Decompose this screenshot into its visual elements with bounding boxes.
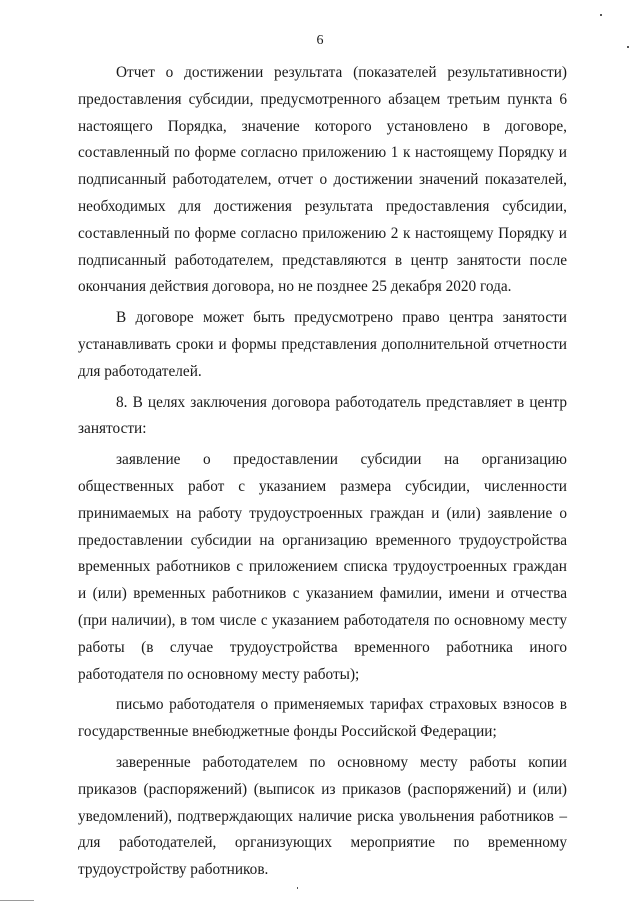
paragraph-certified-copies: заверенные работодателем по основному месту работы копии приказов (распоряжений) (выписок из приказов (распоряжений) и (или) уведомлений), подтверждающих наличие риска увольнения работников – для работодателей, организующих мероприятие по временному трудоустройству работников. — [78, 753, 567, 879]
paragraph-additional-reporting: В договоре может быть предусмотрено право центра занятости устанавливать сроки и формы представления дополнительной отчетности для работодателей. — [78, 309, 567, 380]
scan-dot-bottom — [297, 887, 298, 889]
paragraph-report: Отчет о достижении результата (показателей результативности) предоставления субсидии, предусмотренного абзацем третьим пункта 6 настоящего Порядка, значение которого установлено в договоре, составленный по форме согласно приложению 1 к настоящему Порядку и подписанный работодателем, отчет о достижении значений показателей, необходимых для достижения результата предоставления субсидии, составленный по форме согласно приложению 2 к настоящему Порядку и подписанный работодателем, представляются в центр занятости после окончания действия договора, но не позднее 25 декабря 2020 года. — [78, 64, 567, 296]
document-body — [78, 60, 567, 884]
page-number: 6 — [316, 33, 324, 48]
scan-line-bottom-left — [0, 900, 34, 901]
scan-dot-top-right — [600, 14, 602, 16]
paragraph-item-8: 8. В целях заключения договора работодатель представляет в центр занятости: — [78, 393, 567, 438]
paragraph-application: заявление о предоставлении субсидии на организацию общественных работ с указанием размера субсидии, численности принимаемых на работу трудоустроенных граждан и (или) заявление о предоставлении субсидии на организацию временного трудоустройства временных работников с приложением списка трудоустроенных граждан и (или) временных работников с указанием фамилии, имени и отчества (при наличии), в том числе с указанием работодателя по основному месту работы (в случае трудоустройства временного работника иного работодателя по основному месту работы); — [78, 451, 567, 683]
paragraph-insurance-letter: письмо работодателя о применяемых тарифах страховых взносов в государственные внебюджетные фонды Российской Федерации; — [78, 696, 567, 741]
scan-dot-right — [627, 46, 629, 48]
